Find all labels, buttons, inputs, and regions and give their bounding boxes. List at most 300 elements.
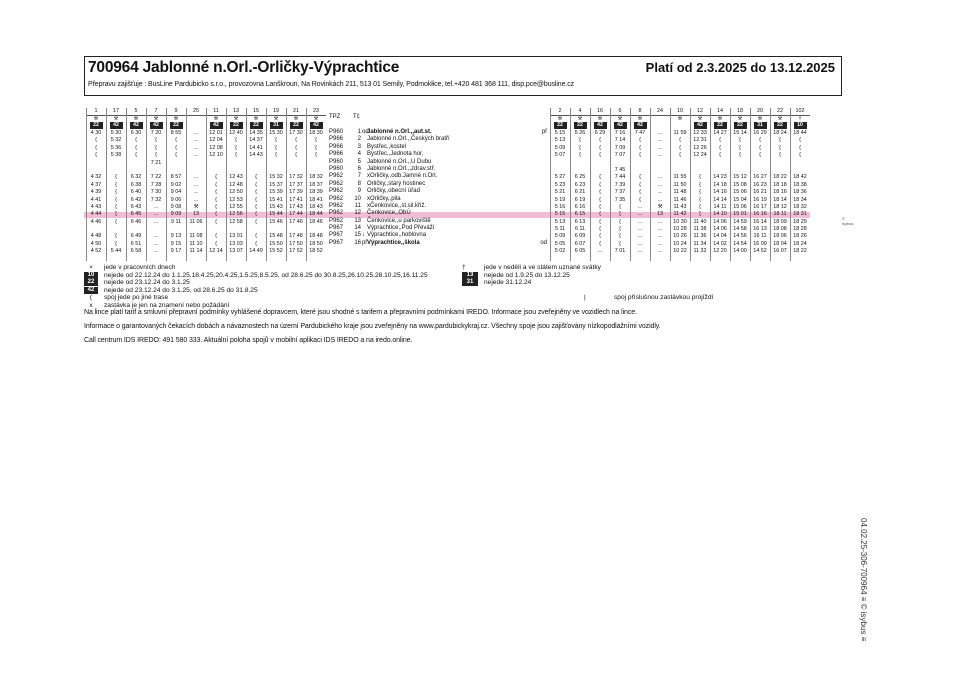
trip-time: 12 24	[693, 152, 707, 159]
trip-badge: 31	[754, 122, 767, 129]
trip-time: ...	[637, 233, 643, 240]
trip-time: 16 17	[753, 203, 767, 210]
stop-code: P960	[329, 129, 344, 135]
stop-direction: od	[362, 129, 369, 135]
trip-number: 6	[610, 108, 630, 116]
trip-time: 15 41	[269, 196, 283, 203]
trip-time: {	[115, 240, 117, 247]
trip-time: {	[599, 218, 601, 225]
trip-time: {	[619, 226, 621, 233]
trip-time: {	[699, 189, 701, 196]
column-divider	[550, 108, 551, 261]
stop-direction: ↓	[362, 232, 365, 239]
trip-time: 7 30	[150, 189, 162, 196]
trip-time: 6 05	[574, 248, 586, 255]
trip-column	[590, 108, 610, 256]
trip-time: ...	[657, 240, 663, 247]
stop-row	[329, 225, 547, 232]
trip-time	[750, 167, 770, 174]
trip-time: 10 26	[673, 233, 687, 240]
trip-time: 6 40	[130, 189, 142, 196]
trip-time	[286, 167, 306, 174]
trip-number: 22	[770, 108, 790, 116]
trip-time	[266, 167, 286, 174]
trip-symbol: ⚒	[293, 116, 299, 122]
trip-time: 9 06	[170, 196, 182, 203]
trip-symbol: ⚒	[253, 116, 259, 122]
column-divider	[166, 108, 167, 261]
trip-time: {	[679, 144, 681, 151]
stop-nm: Výprachtice,,hoblovna	[367, 232, 427, 239]
stop-direction: pľ	[362, 239, 368, 246]
trip-time	[126, 167, 146, 174]
trip-time: {	[599, 240, 601, 247]
connections-info: Informace o garantovaných čekacích dobách a návaznostech na území Pardubického kraje jsou zveřejněny na www.pardubickykraj.cz. Všechny spoje jsou zajišťovány nízkopodlažními vozidly.	[84, 323, 661, 330]
trip-time: {	[599, 152, 601, 159]
trip-time: {	[579, 144, 581, 151]
legend	[84, 264, 842, 310]
trip-column	[610, 108, 630, 256]
stop-nm: Orličky,,starý hostinec	[367, 180, 426, 187]
trip-time: {	[115, 181, 117, 188]
trip-time: 4 50	[90, 240, 102, 247]
trip-time	[106, 160, 126, 167]
trip-time: 6 43	[130, 203, 142, 210]
trip-time: ...	[657, 137, 663, 144]
trip-time: 15 06	[733, 203, 747, 210]
trip-time: 12 20	[713, 248, 727, 255]
stop-row	[329, 240, 547, 247]
trip-symbol: ⚒	[577, 116, 583, 122]
trip-time: 16 11	[753, 233, 767, 240]
trip-time: 18 06	[773, 233, 787, 240]
trip-symbol: ⚒	[113, 116, 119, 122]
trip-time	[730, 160, 750, 167]
column-divider	[186, 108, 187, 261]
stop-code: P962	[329, 195, 344, 202]
trip-time: 18 30	[309, 130, 323, 136]
trip-time: {	[779, 152, 781, 159]
trip-time: {	[619, 240, 621, 247]
trip-time: 15 08	[733, 181, 747, 188]
trip-time: 12 33	[693, 130, 707, 136]
trip-time: 7 47	[634, 130, 646, 136]
trip-time: {	[115, 211, 117, 218]
trip-time: {	[719, 152, 721, 159]
trip-time: 4 44	[90, 211, 102, 218]
trip-time: 5 09	[554, 144, 566, 151]
trip-time: 14 52	[753, 248, 767, 255]
trip-time: ...	[637, 248, 643, 255]
trip-badge-cell	[750, 122, 770, 130]
legend-text: nejede od 22.12.24 do 1.1.25,18.4.25,20.4.25,1.5.25,8.5.25, od 28.6.25 do 30.8.25,26.10.25,28.10.25,16.11.25	[104, 271, 428, 279]
column-divider	[246, 108, 247, 261]
stop-code: P962	[329, 173, 344, 180]
column-divider	[790, 108, 791, 261]
trip-badge-cell	[106, 122, 126, 130]
trip-time: {	[175, 144, 177, 151]
trip-badge: 22	[554, 122, 567, 129]
trip-time: {	[155, 144, 157, 151]
trip-time: 14 10	[713, 211, 727, 218]
trip-time: 11 46	[673, 196, 687, 203]
trip-time: 18 36	[793, 189, 807, 196]
trip-time: 5 21	[554, 189, 566, 196]
trip-time: 15 06	[733, 189, 747, 196]
trip-badge: 42	[634, 122, 647, 129]
trip-time: {	[599, 233, 601, 240]
trip-time	[630, 160, 650, 167]
trip-symbol: ⚒	[173, 116, 179, 122]
trip-time: 12 14	[209, 248, 223, 255]
trip-time: ...	[657, 233, 663, 240]
legend-badge: 22	[84, 279, 98, 286]
trip-time: {	[215, 233, 217, 240]
trip-time	[166, 226, 186, 233]
trip-time: 16 07	[773, 248, 787, 255]
trip-time: 7 37	[614, 189, 626, 196]
trip-time: {	[599, 203, 601, 210]
trip-number: 20	[750, 108, 770, 116]
trip-time	[186, 226, 206, 233]
trip-time: {	[599, 196, 601, 203]
trip-time	[126, 160, 146, 167]
trip-badge: 22	[290, 122, 303, 129]
trip-column	[670, 108, 690, 256]
trip-time: 11 14	[189, 248, 203, 255]
trip-time: 16 13	[753, 226, 767, 233]
trip-time: 9 17	[170, 248, 182, 255]
trip-time: {	[135, 137, 137, 144]
trip-time: 18 41	[309, 196, 323, 203]
trip-time: 6 38	[130, 181, 142, 188]
trip-time	[246, 167, 266, 174]
stop-code: P967	[329, 239, 344, 246]
trip-time: ...	[657, 218, 663, 225]
trip-time: {	[639, 152, 641, 159]
column-divider	[266, 108, 267, 261]
call-centre-info: Call centrum IDS IREDO: 491 580 333. Aktuální poloha spojů v mobilní aplikaci IDS IREDO a na iredo.online.	[84, 337, 413, 344]
trip-time: 7 01	[614, 248, 626, 255]
trip-symbol: ⚒	[697, 116, 703, 122]
trip-time: 6 49	[130, 233, 142, 240]
trip-time: 15 50	[269, 240, 283, 247]
trip-number: 25	[186, 108, 206, 116]
trip-time	[166, 167, 186, 174]
stop-km: 7	[357, 173, 361, 180]
trip-time: {	[639, 196, 641, 203]
trip-time: 6 51	[130, 240, 142, 247]
trip-time: 6 23	[574, 181, 586, 188]
trip-time: {	[679, 152, 681, 159]
trip-time: {	[739, 144, 741, 151]
trip-time: 17 46	[289, 218, 303, 225]
stop-km: 6	[357, 165, 361, 172]
trip-time: {	[215, 240, 217, 247]
trip-number: 8	[630, 108, 650, 116]
trip-time: 17 41	[289, 196, 303, 203]
trip-time: 15 39	[269, 189, 283, 196]
trip-time: 14 06	[713, 218, 727, 225]
trip-time: 6 09	[574, 233, 586, 240]
trip-time: ...	[637, 218, 643, 225]
trip-number: 14	[710, 108, 730, 116]
trip-column	[226, 108, 246, 256]
trip-time: {	[719, 137, 721, 144]
stop-nm: Orličky,,obecní úřad	[367, 188, 420, 195]
trip-time: 9 02	[170, 181, 182, 188]
column-divider	[86, 108, 87, 261]
trip-time: 5 38	[110, 152, 122, 159]
trip-column	[630, 108, 650, 256]
trip-time: {	[619, 211, 621, 218]
legend-text: nejede od 23.12.24 do 3.1.25, od 28.6.25 do 31.8.25	[104, 286, 258, 294]
trip-time: 11 36	[693, 233, 707, 240]
stop-nm: Bystřec,,Jednota hor.	[367, 151, 424, 158]
trip-time: {	[679, 137, 681, 144]
km-label: Tč	[353, 114, 360, 120]
trip-time	[226, 167, 246, 174]
trip-time: 6 25	[574, 174, 586, 181]
stop-nm: Jablonné n.Orl.,,Českých bratří	[367, 136, 450, 143]
trip-symbol: ⚒	[133, 116, 139, 122]
trip-time	[86, 160, 106, 167]
trip-time: 18 46	[309, 218, 323, 225]
trip-time: 18 14	[773, 196, 787, 203]
trip-time: 15 48	[269, 233, 283, 240]
trip-time: {	[295, 152, 297, 159]
trip-time: ...	[637, 240, 643, 247]
trip-time: {	[155, 137, 157, 144]
trip-time: {	[619, 233, 621, 240]
trip-time: {	[719, 144, 721, 151]
trip-badge-cell	[550, 122, 570, 130]
trip-time: 6 42	[130, 196, 142, 203]
trip-time: 4 32	[90, 174, 102, 181]
trip-time: 4 43	[90, 203, 102, 210]
trip-time: 14 16	[713, 189, 727, 196]
trip-time: {	[275, 137, 277, 144]
trip-time: 7 16	[614, 130, 626, 136]
trip-column	[790, 108, 810, 256]
stop-km: 11	[354, 202, 361, 209]
trip-time: {	[175, 137, 177, 144]
trip-time	[750, 160, 770, 167]
trip-time: 12 01	[209, 130, 223, 136]
stop-km: 12	[354, 210, 361, 217]
trip-time: 11 34	[693, 240, 707, 247]
trip-time: 14 23	[713, 174, 727, 181]
trip-time: 14 18	[713, 181, 727, 188]
trip-badge-cell	[790, 122, 810, 130]
trip-time: ...	[153, 203, 159, 210]
stop-nm: Čenkovice,,ObÚ	[367, 210, 411, 217]
trip-badge: 22	[230, 122, 243, 129]
trip-time: 5 32	[110, 137, 122, 144]
stop-row	[329, 218, 547, 225]
trip-time	[226, 160, 246, 167]
trip-time: 12 08	[209, 144, 223, 151]
trip-time: 6 45	[130, 211, 142, 218]
trip-time: {	[779, 137, 781, 144]
trip-time: {	[215, 174, 217, 181]
trip-time: 14 06	[713, 226, 727, 233]
trip-time: 14 59	[733, 218, 747, 225]
trip-time: {	[779, 144, 781, 151]
trip-time: ...	[637, 203, 643, 210]
trip-column	[266, 108, 286, 256]
trip-badge: 42	[150, 122, 163, 129]
trip-time: 5 44	[110, 248, 122, 255]
trip-time: {	[215, 196, 217, 203]
trip-badge-cell	[186, 122, 206, 130]
trip-time: 7 32	[150, 196, 162, 203]
trip-number: 17	[106, 108, 126, 116]
trip-time	[86, 167, 106, 174]
trip-badge-cell	[86, 122, 106, 130]
trip-time	[770, 160, 790, 167]
column-divider	[710, 108, 711, 261]
document-code: 04.02.25-306-700964 ≡ © isybus ≡	[859, 518, 868, 642]
trip-time: 9 04	[170, 189, 182, 196]
trip-time: 18 29	[793, 218, 807, 225]
trip-time: 15 32	[269, 174, 283, 181]
legend-text: jede v neděli a ve státem uznané svátky	[484, 264, 601, 271]
trip-number: 16	[590, 108, 610, 116]
trip-badge-cell	[690, 122, 710, 130]
trip-time: 17 52	[289, 248, 303, 255]
trip-time: {	[699, 211, 701, 218]
trip-time: 18 28	[793, 226, 807, 233]
trip-time: 18 43	[309, 203, 323, 210]
trip-time	[166, 160, 186, 167]
column-divider	[770, 108, 771, 261]
trip-time: 18 52	[309, 248, 323, 255]
trip-time: 11 43	[673, 203, 687, 210]
trip-time: ...	[153, 248, 159, 255]
trip-time: 16 27	[753, 174, 767, 181]
trip-time: 15 04	[733, 196, 747, 203]
trip-symbol: ⚒	[557, 116, 563, 122]
trip-symbol: †	[798, 116, 802, 122]
trip-time: {	[115, 196, 117, 203]
trip-time: {	[639, 137, 641, 144]
trip-time: 12 31	[693, 137, 707, 144]
trip-time: 6 15	[574, 211, 586, 218]
trip-time: 11 10	[189, 240, 203, 247]
carrier-info: Přepravu zajišťuje : BusLine Pardubicko s.r.o., provozovna Lanškroun, Na Rovinkách 211, 513 01 Semily, Podmokłice, tel.+420 481 368 111, disp.pce@busline.cz	[88, 81, 575, 88]
trip-time: 11 50	[673, 181, 687, 188]
trip-time	[306, 160, 326, 167]
stop-km: 4	[357, 151, 361, 158]
stop-km2: pľ	[541, 129, 547, 135]
trip-badge: 42	[130, 122, 143, 129]
trip-time: {	[315, 137, 317, 144]
trip-time: 4 46	[90, 218, 102, 225]
trip-time: {	[599, 181, 601, 188]
trip-time: 17 30	[289, 130, 303, 136]
trip-time: 5 27	[554, 174, 566, 181]
trip-number: 13	[226, 108, 246, 116]
trip-time: {	[275, 144, 277, 151]
trip-time: 13 01	[229, 233, 243, 240]
trip-symbol: ⚒	[737, 116, 743, 122]
trip-time: 14 56	[733, 233, 747, 240]
trip-time: 12 58	[229, 218, 243, 225]
stop-row	[329, 232, 547, 239]
trip-time	[286, 226, 306, 233]
trip-time: 17 44	[289, 211, 303, 218]
trip-time: 9 13	[170, 233, 182, 240]
trip-time: 5 15	[554, 211, 566, 218]
trip-time: 18 42	[793, 174, 807, 181]
legend-text: spoj jede po jiné trase	[104, 294, 169, 302]
trip-badge-cell	[590, 122, 610, 130]
trip-time: {	[235, 152, 237, 159]
trip-time: 18 18	[773, 181, 787, 188]
trip-number: 102	[790, 108, 810, 116]
trip-time: 18 31	[793, 211, 807, 218]
trip-time: 4 48	[90, 233, 102, 240]
trip-time: {	[175, 152, 177, 159]
trip-time: 15 30	[269, 130, 283, 136]
trip-number: 4	[570, 108, 590, 116]
trip-time	[690, 160, 710, 167]
trip-time: {	[639, 174, 641, 181]
trip-time: 14 11	[713, 203, 727, 210]
stop-km: 5	[357, 158, 361, 165]
trip-time: 15 14	[733, 130, 747, 136]
trip-badge-cell	[610, 122, 630, 130]
trip-time	[570, 160, 590, 167]
tpz-label: TPZ	[329, 114, 341, 120]
trip-column	[690, 108, 710, 256]
tariff-info: Na lince platí tarif a smluvní přepravní podmínky vyhlášené dopravcem, které jsou shodné s tarifem a přepravními podmínkami IREDO. Informace jsou zveřejněny ve vozidlech na lince.	[84, 309, 637, 316]
trip-time: 18 44	[309, 211, 323, 218]
trip-time: 12 50	[229, 189, 243, 196]
trip-time: {	[95, 137, 97, 144]
trip-time: 16 29	[753, 130, 767, 136]
timetable-sheet	[84, 56, 854, 344]
stop-row	[329, 159, 547, 166]
trip-time: {	[115, 233, 117, 240]
trip-column	[186, 108, 206, 256]
trip-column	[306, 108, 326, 256]
trip-column	[126, 108, 146, 256]
trip-badge: 22	[170, 122, 183, 129]
trip-time: 7 14	[614, 137, 626, 144]
trip-time: 7 45	[614, 166, 626, 173]
trip-badge: 42	[694, 122, 707, 129]
trip-time	[86, 226, 106, 233]
trip-time: ...	[657, 181, 663, 188]
stop-km: 15	[354, 232, 361, 239]
column-divider	[286, 108, 287, 261]
trip-badge: 22	[714, 122, 727, 129]
trip-time: 15 43	[269, 203, 283, 210]
trip-time: 13 07	[229, 248, 243, 255]
column-divider	[126, 108, 127, 261]
trip-time: 5 05	[554, 240, 566, 247]
trip-time: 9 08	[170, 203, 182, 210]
trip-time	[630, 167, 650, 174]
trip-column	[570, 108, 590, 256]
trip-time: ...	[657, 189, 663, 196]
trip-time: {	[255, 189, 257, 196]
trip-time: 6 07	[574, 240, 586, 247]
trip-badge-cell	[286, 122, 306, 130]
trip-column	[650, 108, 670, 256]
